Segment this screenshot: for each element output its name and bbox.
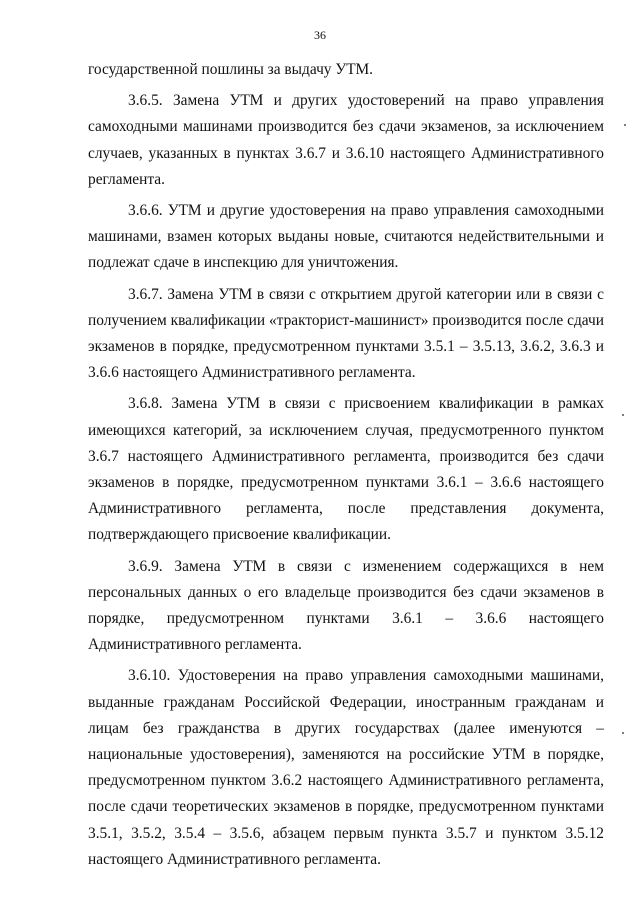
paragraph-3-6-9: 3.6.9. Замена УТМ в связи с изменением содержащихся в нем персональных данных о его владельце производится без сдачи экзаменов в порядке, предусмотренном пунктами 3.6.1 – 3.6.6 настоящего Административного регламента. xyxy=(88,557,604,654)
paragraph-3-6-6: 3.6.6. УТМ и другие удостоверения на право управления самоходными машинами, взамен которых выданы новые, считаются недействительными и подлежат сдаче в инспекцию для уничтожения. xyxy=(88,202,604,272)
paragraph-3-6-10: 3.6.10. Удостоверения на право управления самоходными машинами, выданные гражданам Российской Федерации, иностранным гражданам и лицам без гражданства в других государствах (далее именуются – национальные удостоверения), заменяются на российские УТМ в порядке, предусмотренном пунктом 3.6.2 настоящего Административного регламента, после сдачи теоретических экзаменов в порядке, предусмотренном пунктами 3.5.1, 3.5.2, 3.5.4 – 3.5.6, абзацем первым пункта 3.5.7 и пунктом 3.5.12 настоящего Административного регламента. xyxy=(88,667,604,868)
paragraph-3-6-7: 3.6.7. Замена УТМ в связи с открытием другой категории или в связи с получением квалификации «тракторист-машинист» производится после сдачи экзаменов в порядке, предусмотренном пунктами 3.5.1 – 3.5.13, 3.6.2, 3.6.3 и 3.6.6 настоящего Административного регламента. xyxy=(88,285,604,382)
scan-speck xyxy=(622,414,624,416)
page-number: 36 xyxy=(314,28,326,42)
scan-speck xyxy=(622,732,624,734)
document-body xyxy=(88,57,604,878)
paragraph-3-6-5: 3.6.5. Замена УТМ и других удостоверений на право управления самоходными машинами производится без сдачи экзаменов, за исключением случаев, указанных в пунктах 3.6.7 и 3.6.10 настоящего Административного регламента. xyxy=(88,92,604,188)
paragraph-continuation: государственной пошлины за выдачу УТМ. xyxy=(88,61,373,78)
paragraph-3-6-8: 3.6.8. Замена УТМ в связи с присвоением квалификации в рамках имеющихся категорий, за исключением случая, предусмотренного пунктом 3.6.7 настоящего Административного регламента, производится без сдачи экзаменов в порядке, предусмотренном пунктами 3.6.1 – 3.6.6 настоящего Административного регламента, после представления документа, подтверждающего присвоение квалификации. xyxy=(88,395,604,544)
scan-speck xyxy=(624,124,626,126)
